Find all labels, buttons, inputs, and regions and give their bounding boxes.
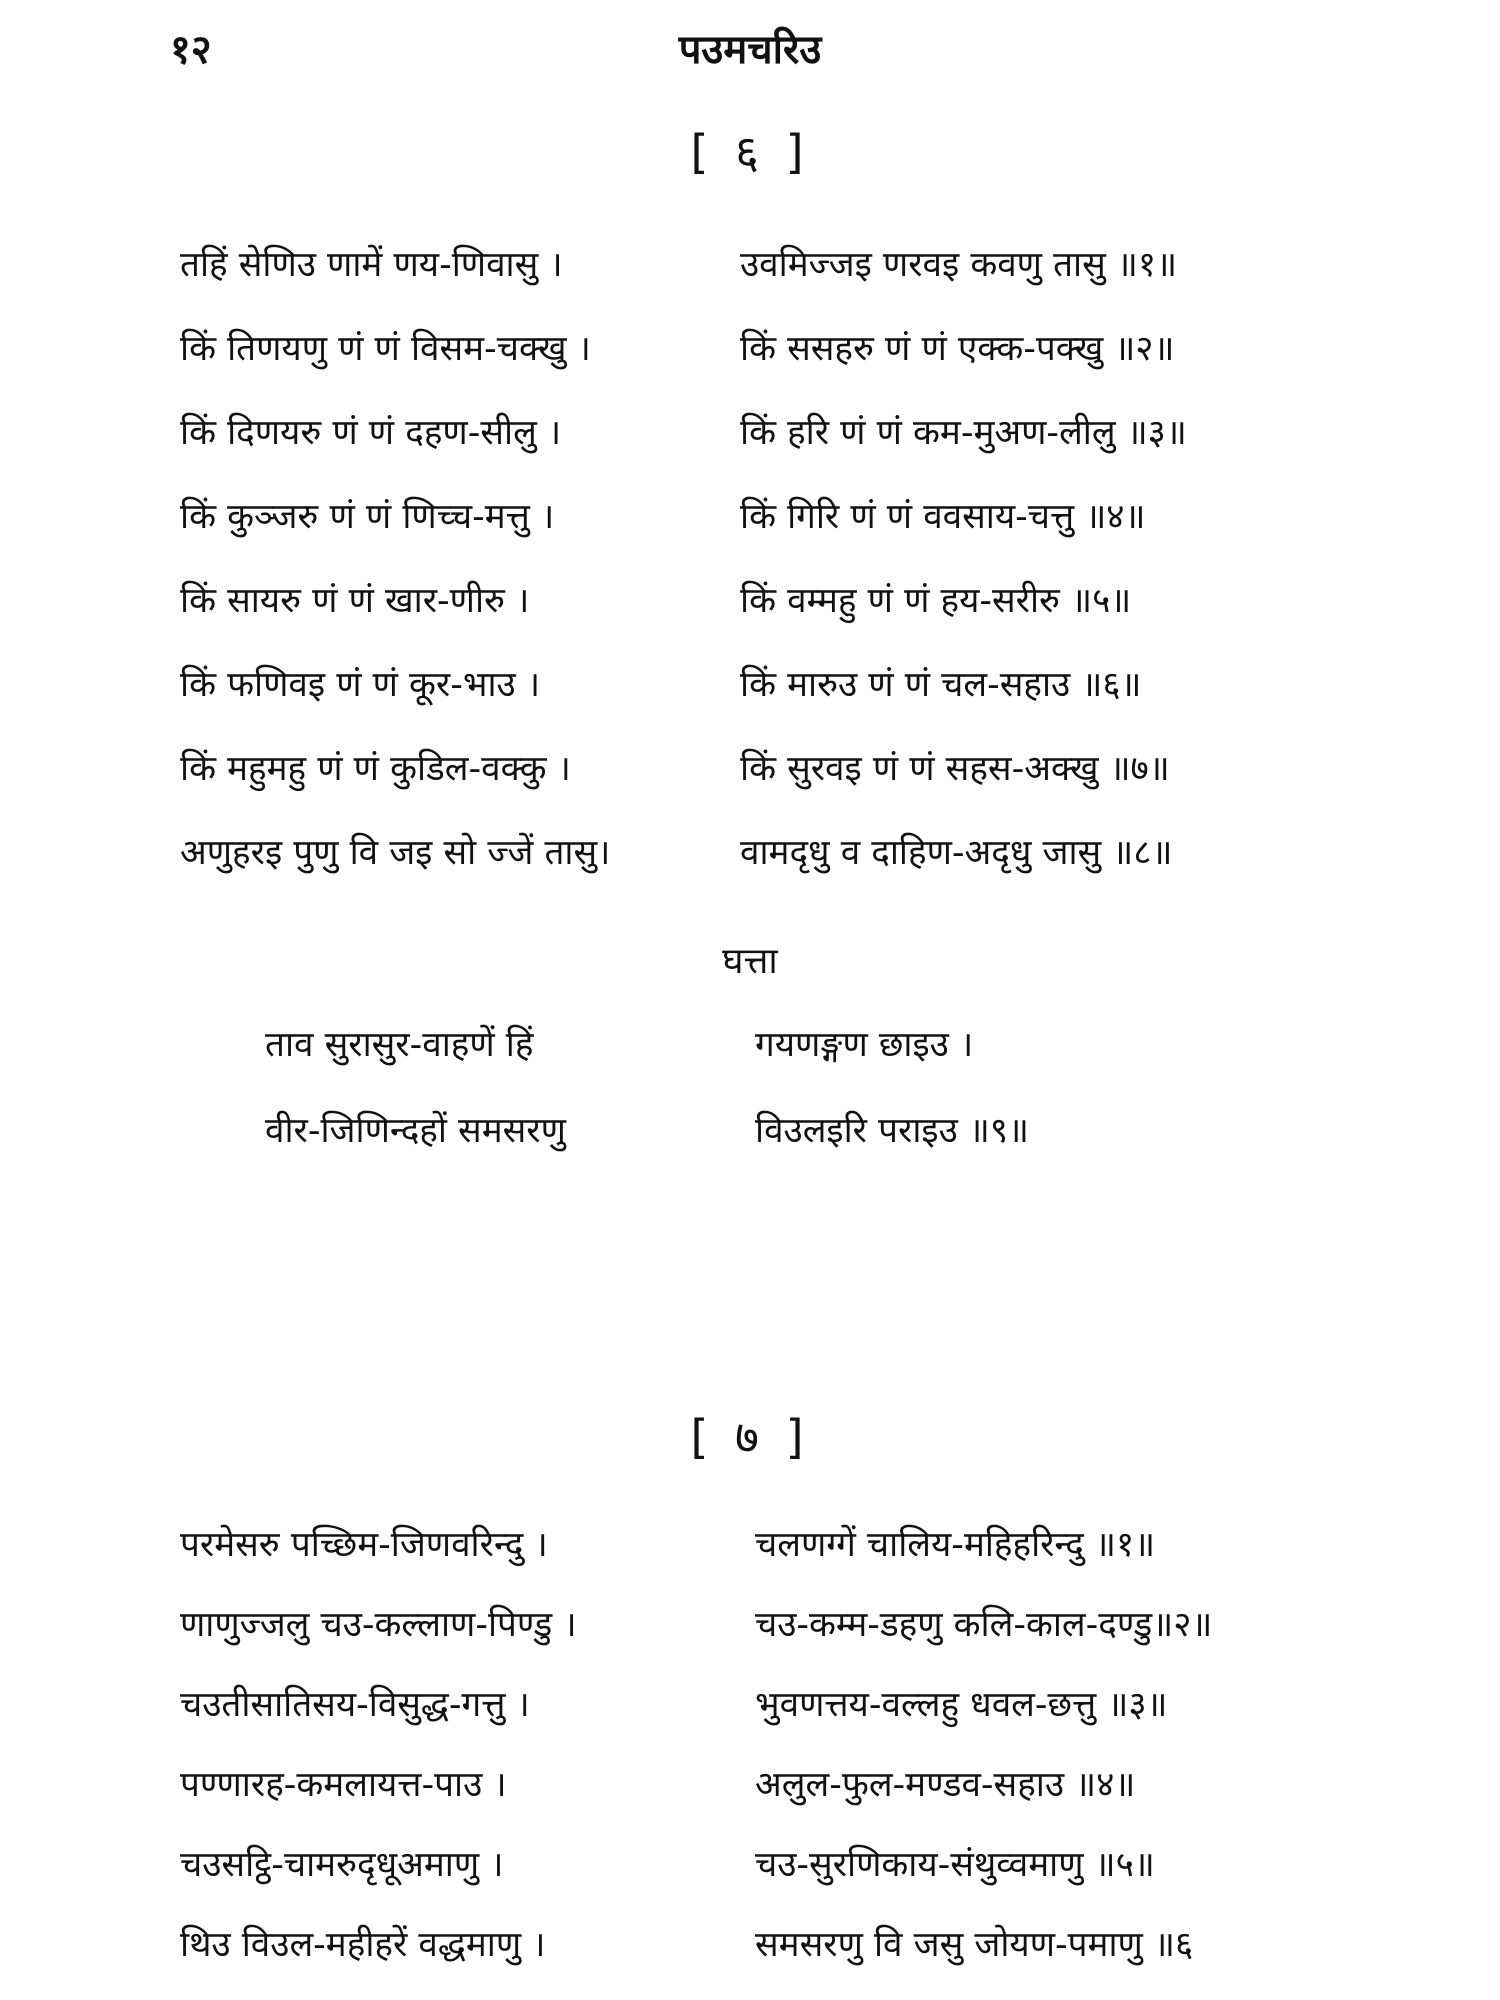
section-heading: [ ७ ] xyxy=(690,1410,810,1464)
verse-first-half: चउसट्ठि-चामरुदृधूअमाणु । xyxy=(180,1845,504,1885)
verse-first-half: तहिं सेणिउ णामें णय-णिवासु । xyxy=(180,245,563,285)
verse-first-half: किं कुञ्जरु णं णं णिच्च-मत्तु । xyxy=(180,497,555,537)
verse-first-half: किं सायरु णं णं खार-णीरु । xyxy=(180,581,530,621)
running-title: पउमचरिउ xyxy=(678,27,822,73)
verse-second-half: वामदृधु व दाहिण-अदृधु जासु ॥८॥ xyxy=(740,833,1173,873)
ghatta-first-half: ताव सुरासुर-वाहणें हिं xyxy=(265,1025,534,1065)
verse-second-half: किं मारुउ णं णं चल-सहाउ ॥६॥ xyxy=(740,665,1142,705)
verse-first-half: किं महुमहु णं णं कुडिल-वक्कु । xyxy=(180,749,571,789)
verse-second-half: किं ससहरु णं णं एक्क-पक्खु ॥२॥ xyxy=(740,329,1175,369)
verse-second-half: चउ-सुरणिकाय-संथुव्वमाणु ॥५॥ xyxy=(755,1845,1155,1885)
verse-second-half: किं सुरवइ णं णं सहस-अक्खु ॥७॥ xyxy=(740,749,1170,789)
verse-second-half: समसरणु वि जसु जोयण-पमाणु ॥६ xyxy=(755,1925,1194,1965)
verse-second-half: किं हरि णं णं कम-मुअण-लीलु ॥३॥ xyxy=(740,413,1187,453)
verse-second-half: चउ-कम्म-डहणु कलि-काल-दण्डु॥२॥ xyxy=(755,1605,1213,1645)
verse-first-half: थिउ विउल-महीहरें वद्धमाणु । xyxy=(180,1925,546,1965)
section-heading: [ ६ ] xyxy=(690,125,810,179)
page-number: १२ xyxy=(170,27,212,73)
ghatta-second-half: गयणङ्गण छाइउ । xyxy=(755,1025,974,1065)
verse-first-half: किं दिणयरु णं णं दहण-सीलु । xyxy=(180,413,562,453)
ghatta-first-half: वीर-जिणिन्दहों समसरणु xyxy=(265,1111,566,1151)
verse-second-half: किं वम्महु णं णं हय-सरीरु ॥५॥ xyxy=(740,581,1132,621)
verse-second-half: चलणग्गें चालिय-महिहरिन्दु ॥१॥ xyxy=(755,1525,1156,1565)
ghatta-second-half: विउलइरि पराइउ ॥९॥ xyxy=(755,1111,1030,1151)
verse-second-half: किं गिरि णं णं ववसाय-चत्तु ॥४॥ xyxy=(740,497,1146,537)
ghatta-label: घत्ता xyxy=(722,941,778,982)
verse-second-half: अलुल-फुल-मण्डव-सहाउ ॥४॥ xyxy=(755,1765,1136,1805)
verse-first-half: किं फणिवइ णं णं कूर-भाउ । xyxy=(180,665,541,705)
verse-first-half: चउतीसातिसय-विसुद्ध-गत्तु । xyxy=(180,1685,530,1725)
verse-first-half: परमेसरु पच्छिम-जिणवरिन्दु । xyxy=(180,1525,548,1565)
verse-first-half: अणुहरइ पुणु वि जइ सो ज्जें तासु। xyxy=(180,833,611,873)
verse-first-half: णाणुज्जलु चउ-कल्लाण-पिण्डु । xyxy=(180,1605,577,1645)
verse-second-half: उवमिज्जइ णरवइ कवणु तासु ॥१॥ xyxy=(740,245,1178,285)
verse-first-half: किं तिणयणु णं णं विसम-चक्खु । xyxy=(180,329,591,369)
verse-second-half: भुवणत्तय-वल्लहु धवल-छत्तु ॥३॥ xyxy=(755,1685,1168,1725)
verse-first-half: पण्णारह-कमलायत्त-पाउ । xyxy=(180,1765,507,1805)
